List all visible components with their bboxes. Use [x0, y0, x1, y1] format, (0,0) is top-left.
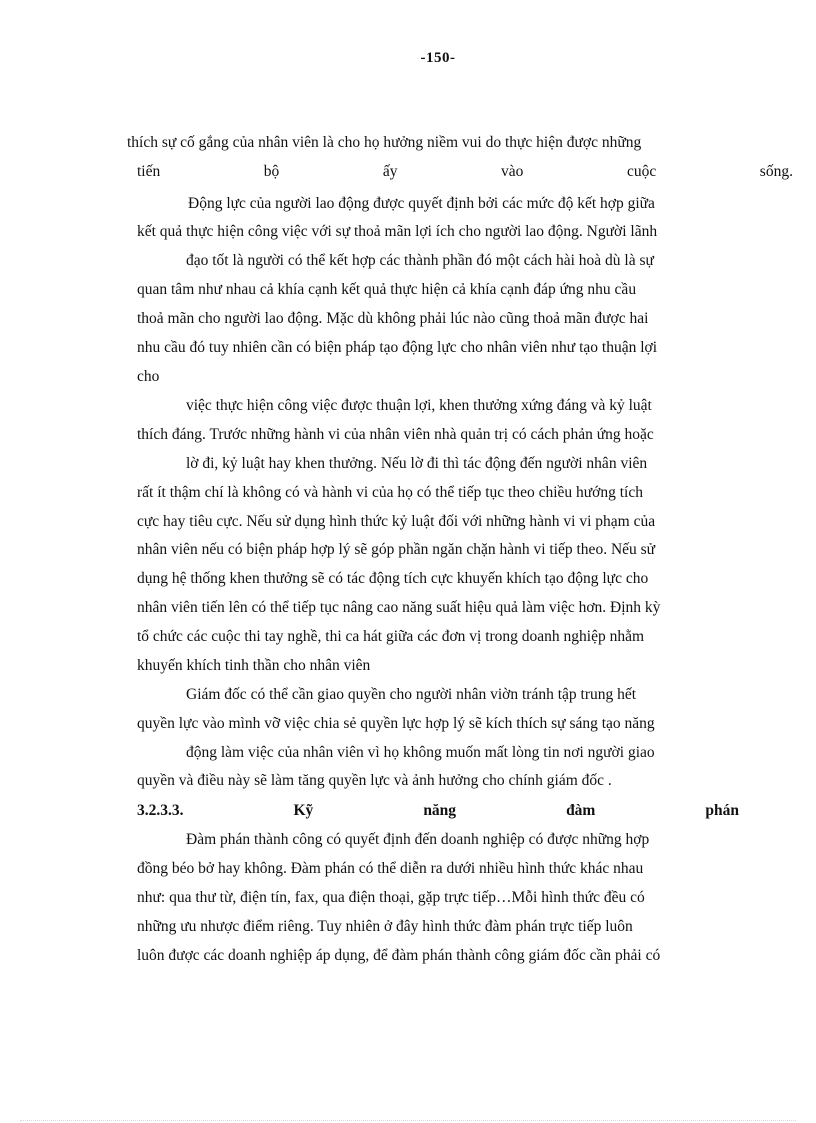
text-line: nhân viên nếu có biện pháp hợp lý sẽ góp phần ngăn chặn hành vi tiếp theo. Nếu sử [137, 541, 656, 558]
text-line: lờ đi, kỷ luật hay khen thưởng. Nếu lờ đi thì tác động đến người nhân viên [186, 455, 648, 472]
heading-word: phán [705, 802, 739, 819]
text-line: thoả mãn cho người lao động. Mặc dù không phải lúc nào cũng thoả mãn được hai [137, 310, 649, 327]
heading-word: đàm [566, 802, 596, 819]
text-line: Động lực của người lao động được quyết định bởi các mức độ kết hợp giữa [188, 195, 655, 212]
word: tiến [137, 163, 161, 180]
text-line: như: qua thư từ, điện tín, fax, qua điện thoại, gặp trực tiếp…Mỗi hình thức đều có [137, 889, 645, 906]
text-line: dụng hệ thống khen thưởng sẽ có tác động tích cực khuyến khích tạo động lực cho [137, 570, 649, 587]
word: ấy [382, 163, 398, 180]
text-line: rất ít thậm chí là không có và hành vi của họ có thể tiếp tục theo chiều hướng tích [137, 484, 643, 501]
section-number: 3.2.3.3. [137, 802, 184, 819]
text-line: luôn được các doanh nghiệp áp dụng, để đàm phán thành công giám đốc cần phải có [137, 947, 661, 964]
word: vào [501, 163, 524, 180]
heading-word: năng [423, 802, 457, 819]
text-line: quyền lực vào mình vỡ việc chia sẻ quyền lực hợp lý sẽ kích thích sự sáng tạo năng [137, 715, 655, 732]
text-line: kết quả thực hiện công việc với sự thoả mãn lợi ích cho người lao động. Người lãnh [137, 223, 658, 240]
text-line: Đàm phán thành công có quyết định đến doanh nghiệp có được những hợp [186, 831, 650, 848]
text-line: đạo tốt là người có thể kết hợp các thành phần đó một cách hài hoà dù là sự [186, 252, 654, 269]
page-number: -150- [420, 50, 456, 66]
text-line: thích đáng. Trước những hành vi của nhân viên nhà quản trị có cách phản ứng hoặc [137, 426, 654, 443]
text-line: những ưu nhược điểm riêng. Tuy nhiên ở đây hình thức đàm phán trực tiếp luôn [137, 918, 633, 935]
text-line: khuyến khích tinh thần cho nhân viên [137, 657, 371, 674]
text-line: Giám đốc có thể cần giao quyền cho người nhân viờn tránh tập trung hết [186, 686, 637, 703]
text-line: động làm việc của nhân viên vì họ không muốn mất lòng tin nơi người giao [186, 744, 655, 761]
text-line [127, 133, 737, 153]
text-line: cho [137, 368, 160, 385]
text-line: cực hay tiêu cực. Nếu sử dụng hình thức kỷ luật đối với những hành vi vi phạm của [137, 513, 656, 530]
heading-word: Kỹ [293, 802, 314, 819]
text-line: quyền và điều này sẽ làm tăng quyền lực và ảnh hưởng cho chính giám đốc . [137, 772, 612, 789]
text-line: nhân viên tiến lên có thể tiếp tục nâng cao năng suất hiệu quả làm việc hơn. Định kỳ [137, 599, 661, 616]
text-line: quan tâm như nhau cả khía cạnh kết quả thực hiện cả khía cạnh đáp ứng nhu cầu [137, 281, 637, 298]
footer-divider [20, 1120, 796, 1121]
word: bộ [263, 163, 280, 180]
text-line [137, 162, 793, 182]
text-segment: thích sự cố gắng của nhân viên là cho họ hưởng niềm vui do thực hiện được những [127, 134, 642, 151]
text-line: nhu cầu đó tuy nhiên cần có biện pháp tạo động lực cho nhân viên như tạo thuận lợi [137, 339, 658, 356]
text-line: tổ chức các cuộc thi tay nghề, thi ca hát giữa các đơn vị trong doanh nghiệp nhằm [137, 628, 645, 645]
word: sống. [759, 163, 793, 180]
section-heading [137, 801, 739, 821]
text-line: đồng béo bở hay không. Đàm phán có thể diễn ra dưới nhiều hình thức khác nhau [137, 860, 644, 877]
text-line: việc thực hiện công việc được thuận lợi, khen thưởng xứng đáng và kỷ luật [186, 397, 652, 414]
word: cuộc [626, 163, 657, 180]
